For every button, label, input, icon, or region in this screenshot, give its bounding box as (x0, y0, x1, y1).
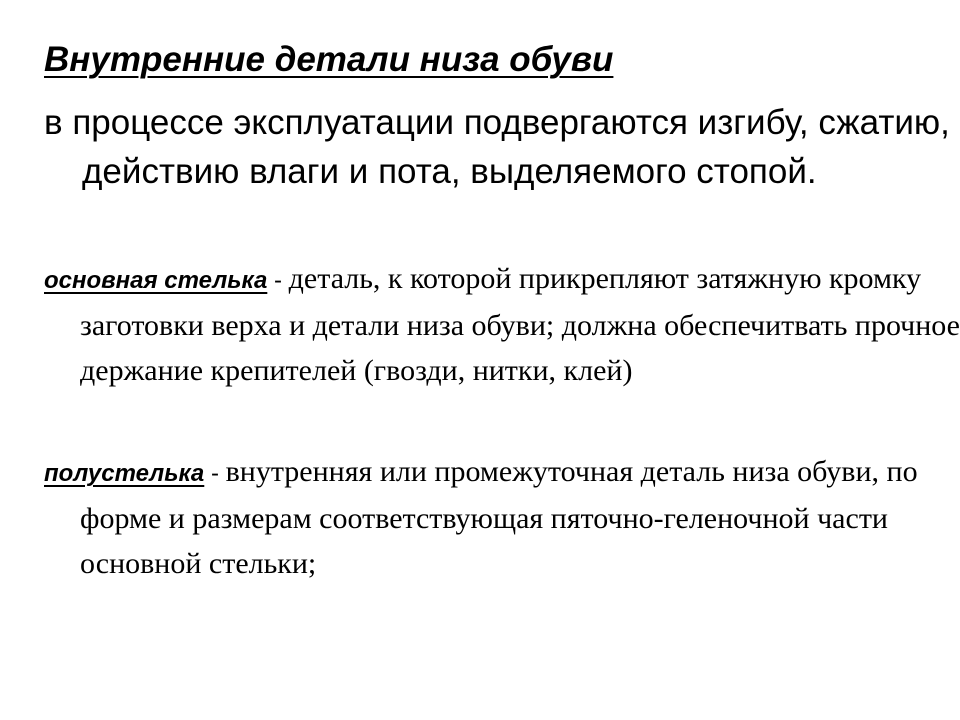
slide-title (44, 36, 623, 84)
slide-title-text: Внутренние детали низа обуви (44, 40, 614, 79)
definition-half-insole (44, 449, 960, 586)
definition-text: деталь, к которой прикрепляют затяжную кромку заготовки верха и детали низа обуви; должна обеспечитвать прочное держание крепителей (гвозди, нитки, клей) (80, 262, 960, 387)
definition-separator: - (267, 267, 289, 294)
definition-term: полустелька (44, 460, 205, 487)
definition-term: основная стелька (44, 267, 268, 294)
intro-paragraph: в процессе эксплуатации подвергаются изгибу, сжатию, действию влаги и пота, выделяемого стопой. (44, 103, 950, 191)
definition-separator: - (204, 460, 226, 487)
definition-text: внутренняя или промежуточная деталь низа обуви, по форме и размерам соответствующая пяточно-геленочной части основной стельки; (80, 455, 918, 580)
definition-main-insole (44, 256, 960, 393)
